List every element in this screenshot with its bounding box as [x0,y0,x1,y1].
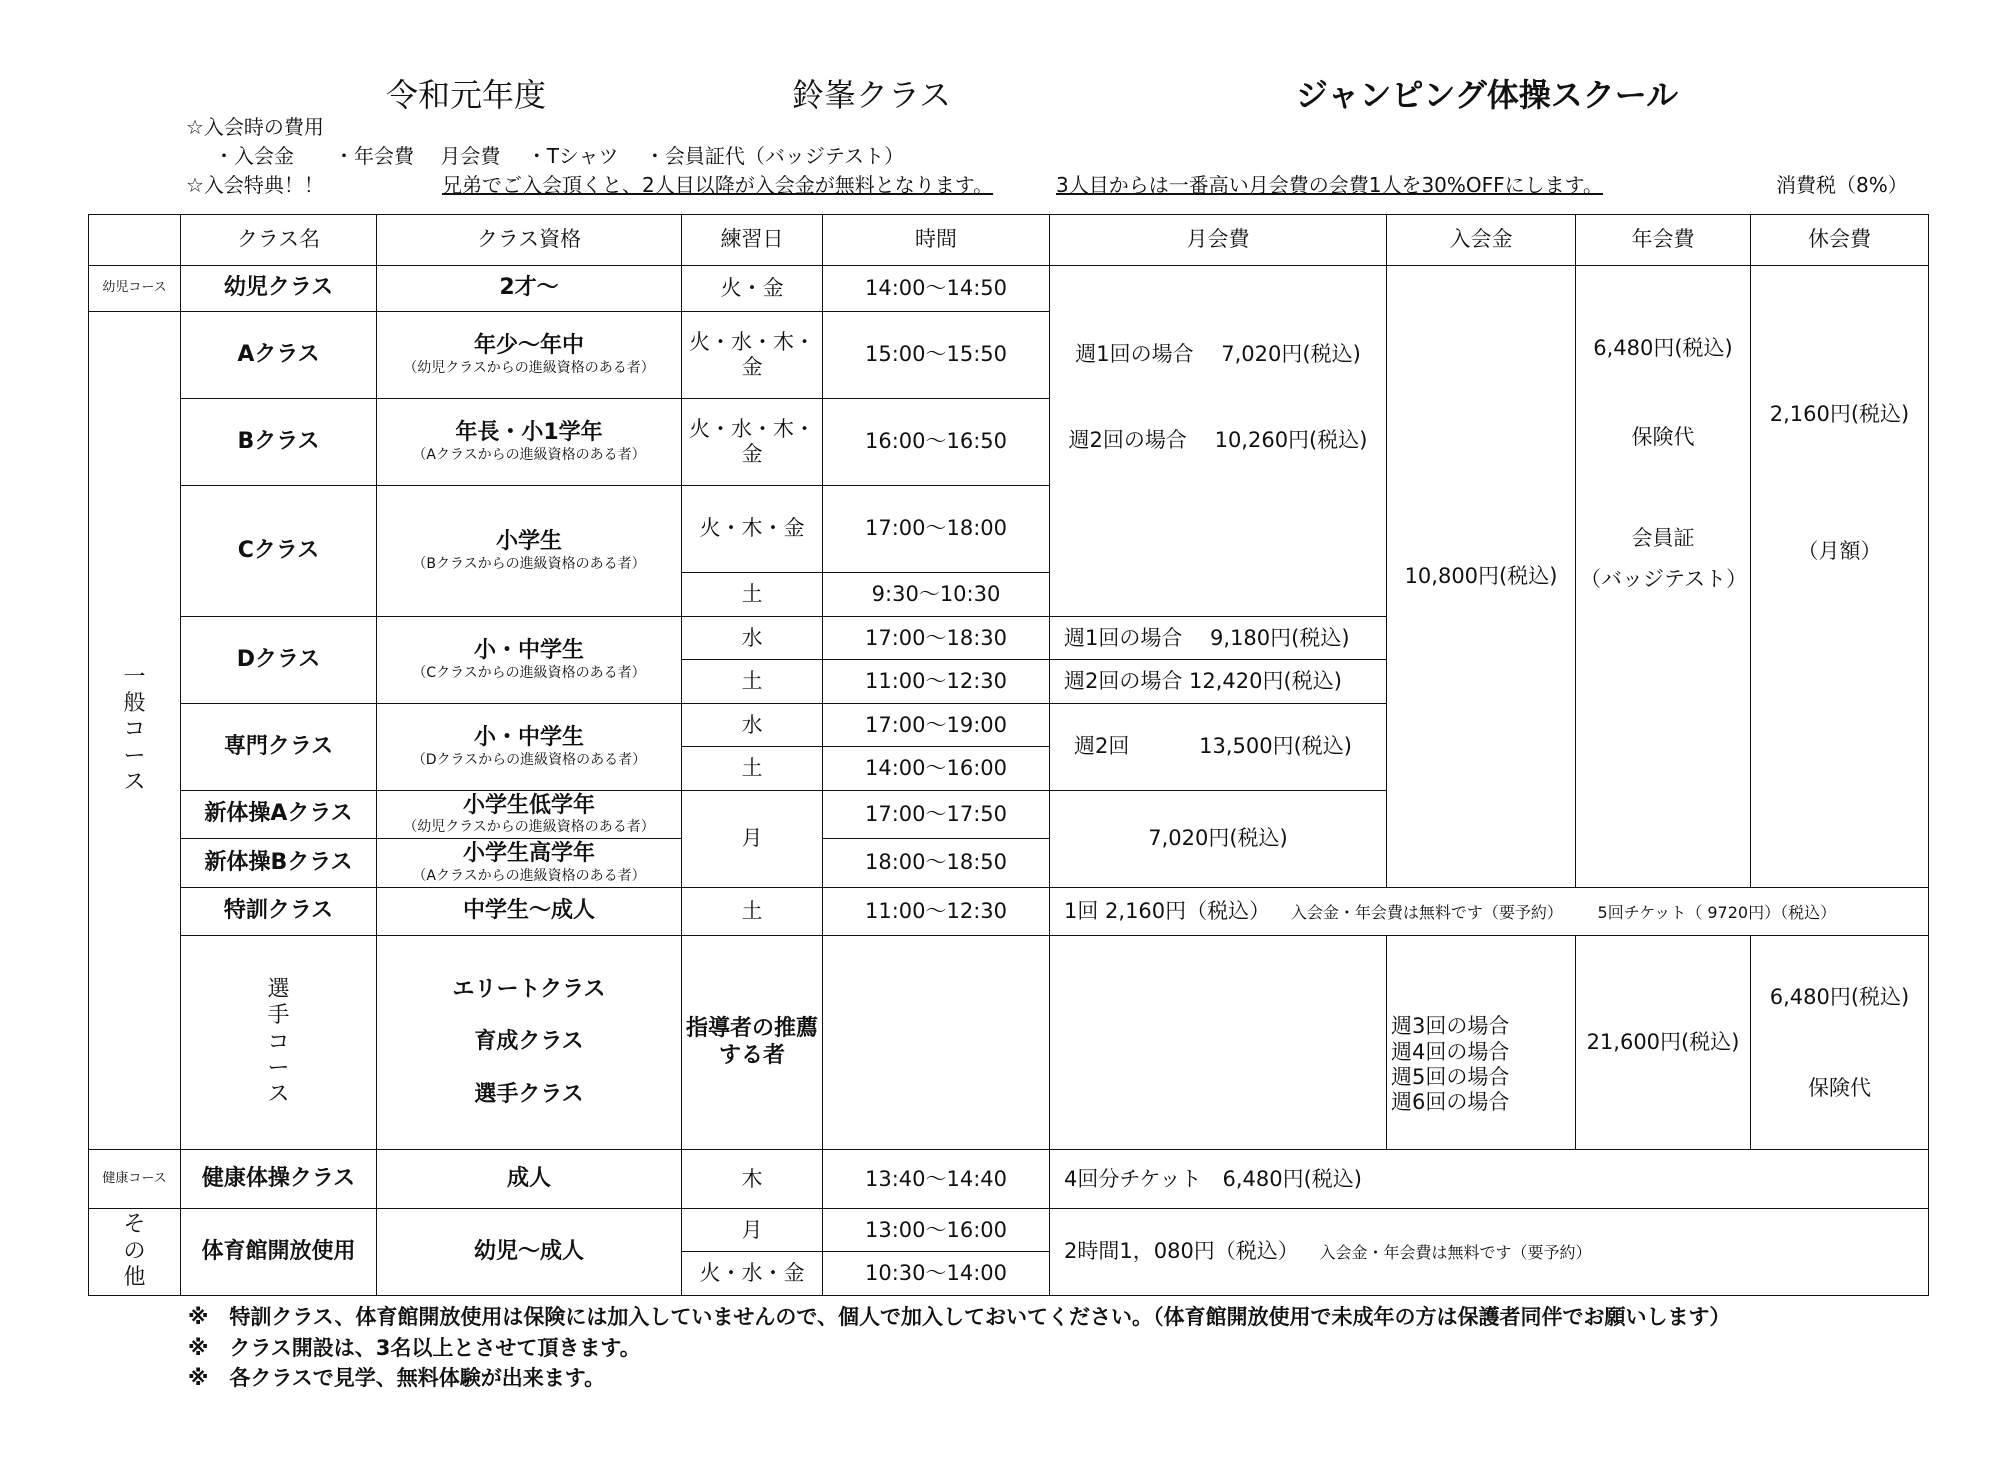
class-qualification: 小・中学生 （Cクラスからの進級資格のある者） [377,617,682,704]
practice-days: 水 [682,617,823,660]
practice-days: 月 [682,1209,823,1252]
class-qualification: 2才～ [377,265,682,311]
header-course [89,215,181,266]
practice-days: 土 [682,660,823,703]
leave-fee-general [1751,265,1929,887]
benefit-label: ☆入会特典！！ [186,173,324,197]
class-name: 体育館開放使用 [181,1209,377,1296]
practice-time: 17:00～18:00 [823,485,1050,572]
fee-tokkun: 1回 2,160円（税込） 入会金・年会費は無料です（要予約） 5回チケット（ 9720円）（税込） [1050,887,1929,935]
class-qualification: 小学生 （Bクラスからの進級資格のある者） [377,485,682,616]
footnote: ※ 特訓クラス、体育館開放使用は保険には加入していませんので、個人で加入しておいてください。（体育館開放使用で未成年の方は保護者同伴でお願いします） [188,1305,1731,1329]
header-class-name: クラス名 [181,215,377,266]
class-name: 専門クラス [181,703,377,790]
class-location-title: 鈴峯クラス [792,76,952,114]
fee-gym: 2時間1，080円（税込） 入会金・年会費は無料です（要予約） [1050,1209,1929,1296]
table-header-row [89,215,1929,266]
class-name: 特訓クラス [181,887,377,935]
practice-days: 水 [682,703,823,746]
practice-time: 17:00～18:30 [823,617,1050,660]
class-qualification: 小学生低学年 （幼児クラスからの進級資格のある者） [377,790,682,838]
class-name: 健康体操クラス [181,1150,377,1209]
practice-days: 土 [682,747,823,790]
footnote: ※ クラス開設は、3名以上とさせて頂きます。 [188,1336,641,1360]
table-row [89,265,1929,311]
athlete-fee-row: 週5回の場合 [1391,1064,1510,1089]
class-name: 幼児クラス [181,265,377,311]
practice-days: 火・水・木・金 [682,311,823,398]
fees-label: ☆入会時の費用 [186,115,324,139]
practice-days [823,936,1050,1150]
fee-senmon: 週2回 13,500円(税込) [1050,703,1387,790]
practice-days: 月 [682,790,823,887]
monthly-fee-general [1050,265,1387,617]
header-qualification: クラス資格 [377,215,682,266]
class-qualification: 小学生高学年 （Aクラスからの進級資格のある者） [377,839,682,887]
practice-time: 15:00～15:50 [823,311,1050,398]
practice-time: 14:00～16:00 [823,747,1050,790]
athlete-fee-row: 週4回の場合 [1391,1039,1510,1064]
schedule-table [88,214,1929,1296]
fee-shin: 7,020円(税込) [1050,790,1387,887]
annual-fee-card: 会員証 [1631,525,1695,550]
athlete-fee-row: 週3回の場合 [1391,1014,1510,1039]
fee-weekly-1: 週1回の場合 7,020円(税込) [1075,341,1361,366]
practice-time: 13:00～16:00 [823,1209,1050,1252]
entry-fee-general: 10,800円(税込) [1387,265,1576,887]
header-annual-fee: 年会費 [1576,215,1751,266]
class-qualification: 中学生～成人 [377,887,682,935]
annual-fee-amount: 6,480円(税込) [1593,335,1733,360]
table-row [89,1150,1929,1209]
table-row [89,887,1929,935]
benefit-sibling: 兄弟でご入会頂くと、2人目以降が入会金が無料となります。 [442,173,994,197]
athlete-fee-row: 週6回の場合 [1391,1090,1510,1114]
annual-fee-insurance: 保険代 [1631,424,1695,449]
header-leave-fee: 休会費 [1751,215,1929,266]
leave-fee-note: （月額） [1797,538,1882,563]
class-qualification: 指導者の推薦する者 [682,936,823,1150]
course-health: 健康コース [89,1150,181,1209]
athlete-class-names: エリートクラス 育成クラス 選手クラス [377,936,682,1150]
fee-weekly-2: 週2回の場合 10,260円(税込) [1068,427,1368,452]
leave-fee-amount: 2,160円(税込) [1769,401,1910,426]
annual-fee-general [1576,265,1751,887]
footnote: ※ 各クラスで見学、無料体験が出来ます。 [188,1366,606,1390]
class-qualification: 成人 [377,1150,682,1209]
practice-days: 火・水・木・金 [682,398,823,485]
practice-days: 火・金 [682,265,823,311]
fee-d-weekly-2: 週2回の場合 12,420円(税込) [1050,660,1387,703]
class-qualification: 年少～年中 （幼児クラスからの進級資格のある者） [377,311,682,398]
table-row [89,936,1929,1150]
practice-time: 13:40～14:40 [823,1150,1050,1209]
course-other: そ の 他 [89,1209,181,1296]
practice-time: 11:00～12:30 [823,660,1050,703]
class-name: 新体操Aクラス [181,790,377,838]
header-time: 時間 [823,215,1050,266]
practice-time: 9:30～10:30 [823,572,1050,616]
practice-days: 木 [682,1150,823,1209]
class-name: Bクラス [181,398,377,485]
school-title: ジャンピング体操スクール [1296,76,1679,114]
practice-time: 14:00～14:50 [823,265,1050,311]
class-qualification: 年長・小1学年 （Aクラスからの進級資格のある者） [377,398,682,485]
fee-d-weekly-1: 週1回の場合 9,180円(税込) [1050,617,1387,660]
header-days: 練習日 [682,215,823,266]
practice-days: 土 [682,572,823,616]
course-general: 一 般 コ ー ス [89,311,181,1149]
practice-time: 17:00～19:00 [823,703,1050,746]
fiscal-year-title: 令和元年度 [386,76,547,114]
practice-days: 火・木・金 [682,485,823,572]
annual-fee-badge: （バッジテスト） [1580,567,1748,592]
table-row [89,1209,1929,1252]
athlete-annual-fee: 6,480円(税込) 保険代 [1751,936,1929,1150]
athlete-monthly-fees [1387,936,1576,1150]
tax-note: 消費税（8%） [1776,173,1908,197]
practice-time: 17:00～17:50 [823,790,1050,838]
practice-time: 16:00～16:50 [823,398,1050,485]
practice-days: 火・水・金 [682,1252,823,1296]
practice-time [1050,936,1387,1150]
class-name: Dクラス [181,617,377,704]
athlete-entry-fee: 21,600円(税込) [1576,936,1751,1150]
course-athlete: 選 手 コ ー ス [181,936,377,1150]
header-monthly-fee: 月会費 [1050,215,1387,266]
class-name: Aクラス [181,311,377,398]
practice-time: 18:00～18:50 [823,839,1050,887]
benefit-third: 3人目からは一番高い月会費の会費1人を30%OFFにします。 [1056,173,1604,197]
practice-time: 11:00～12:30 [823,887,1050,935]
course-infant: 幼児コース [89,265,181,311]
fees-items: ・入会金 ・年会費 月会費 ・Tシャツ ・会員証代（バッジテスト） [214,144,905,168]
practice-days: 土 [682,887,823,935]
class-name: 新体操Bクラス [181,839,377,887]
class-qualification: 小・中学生 （Dクラスからの進級資格のある者） [377,703,682,790]
practice-time: 10:30～14:00 [823,1252,1050,1296]
class-qualification: 幼児～成人 [377,1209,682,1296]
fee-health: 4回分チケット 6,480円(税込) [1050,1150,1929,1209]
header-entry-fee: 入会金 [1387,215,1576,266]
class-name: Cクラス [181,485,377,616]
